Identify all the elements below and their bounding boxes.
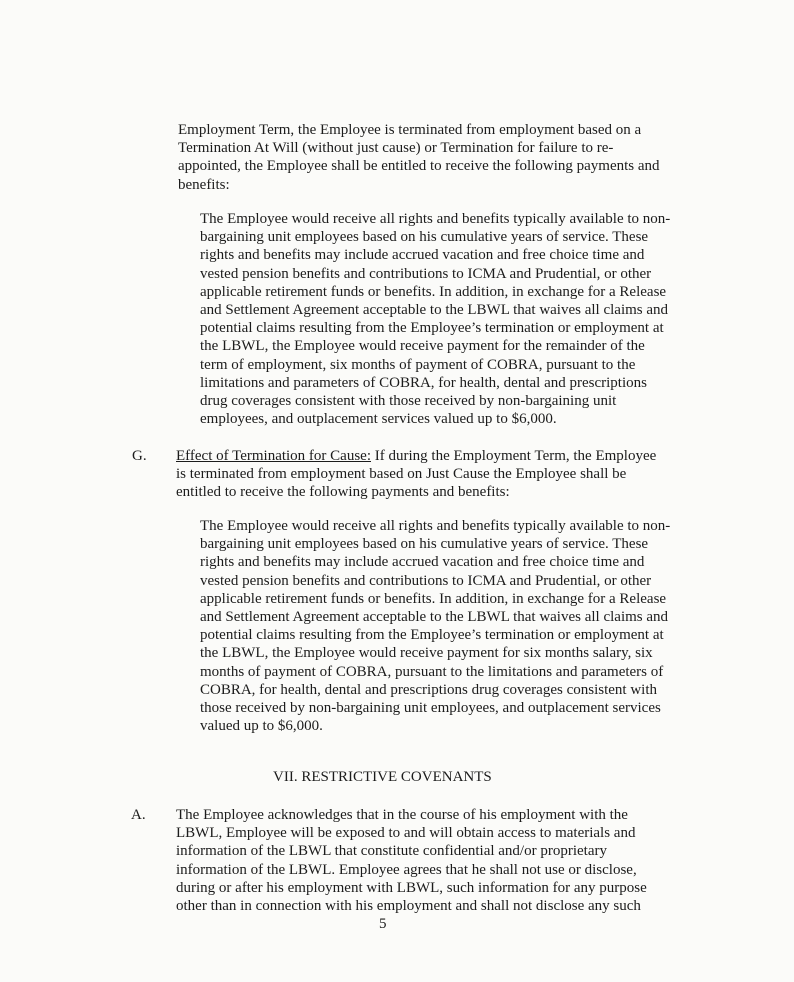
paragraph-line: and Settlement Agreement acceptable to the LBWL that waives all claims and bbox=[200, 609, 669, 626]
paragraph-line: limitations and parameters of COBRA, for health, dental and prescriptions bbox=[200, 374, 647, 391]
paragraph-line: The Employee would receive all rights and benefits typically available to non- bbox=[200, 211, 671, 227]
paragraph-line: other than in connection with his employment and shall not disclose any such bbox=[176, 898, 641, 915]
paragraph-line: months of payment of COBRA, pursuant to the limitations and parameters of bbox=[200, 663, 664, 680]
paragraph-line: is terminated from employment based on Just Cause the Employee shall be bbox=[176, 466, 627, 483]
paragraph-line: entitled to receive the following payments and benefits: bbox=[176, 484, 510, 501]
paragraph-line: applicable retirement funds or benefits. In addition, in exchange for a Release bbox=[200, 283, 667, 300]
section-a-label: A. bbox=[131, 807, 146, 823]
paragraph-line: employees, and outplacement services valued up to $6,000. bbox=[200, 411, 557, 428]
paragraph-line: vested pension benefits and contributions to ICMA and Prudential, or other bbox=[200, 265, 652, 282]
section-g-title: Effect of Termination for Cause: bbox=[176, 448, 371, 464]
paragraph-line: the LBWL, the Employee would receive payment for six months salary, six bbox=[200, 645, 653, 662]
paragraph-line: potential claims resulting from the Employee’s termination or employment at bbox=[200, 627, 664, 644]
paragraph-line: information of the LBWL. Employee agrees that he shall not use or disclose, bbox=[176, 861, 637, 878]
page-number: 5 bbox=[379, 916, 387, 932]
paragraph-line: rights and benefits may include accrued vacation and free choice time and bbox=[200, 247, 645, 264]
intro-paragraph bbox=[178, 121, 660, 194]
section-g-paragraph bbox=[176, 447, 656, 502]
paragraph-line: valued up to $6,000. bbox=[200, 718, 323, 735]
paragraph-line: Termination At Will (without just cause) or Termination for failure to re- bbox=[178, 140, 614, 157]
section-heading: VII. RESTRICTIVE COVENANTS bbox=[273, 769, 492, 785]
paragraph-line: those received by non-bargaining unit employees, and outplacement services bbox=[200, 700, 661, 717]
section-g-label: G. bbox=[132, 448, 147, 464]
paragraph-line: the LBWL, the Employee would receive payment for the remainder of the bbox=[200, 338, 645, 355]
paragraph-line: and Settlement Agreement acceptable to the LBWL that waives all claims and bbox=[200, 302, 669, 319]
section-a-paragraph bbox=[176, 806, 647, 915]
paragraph-line: The Employee acknowledges that in the course of his employment with the bbox=[176, 807, 628, 823]
paragraph-line: vested pension benefits and contributions to ICMA and Prudential, or other bbox=[200, 572, 652, 589]
benefits-for-cause-paragraph bbox=[200, 517, 670, 735]
benefits-at-will-paragraph bbox=[200, 210, 670, 428]
paragraph-line: potential claims resulting from the Employee’s termination or employment at bbox=[200, 320, 664, 337]
paragraph-line: applicable retirement funds or benefits. In addition, in exchange for a Release bbox=[200, 590, 667, 607]
paragraph-line: drug coverages consistent with those received by non-bargaining unit bbox=[200, 393, 617, 410]
paragraph-line: term of employment, six months of payment of COBRA, pursuant to the bbox=[200, 356, 636, 373]
paragraph-line: COBRA, for health, dental and prescriptions drug coverages consistent with bbox=[200, 681, 657, 698]
paragraph-line: bargaining unit employees based on his cumulative years of service. These bbox=[200, 229, 649, 246]
section-g-first-line-rest: If during the Employment Term, the Employee bbox=[371, 448, 657, 464]
paragraph-line: Employment Term, the Employee is terminated from employment based on a bbox=[178, 122, 642, 138]
paragraph-line: benefits: bbox=[178, 176, 230, 193]
paragraph-line: information of the LBWL that constitute confidential and/or proprietary bbox=[176, 843, 607, 860]
paragraph-line: during or after his employment with LBWL, such information for any purpose bbox=[176, 879, 647, 896]
paragraph-line: rights and benefits may include accrued vacation and free choice time and bbox=[200, 554, 645, 571]
paragraph-line: The Employee would receive all rights and benefits typically available to non- bbox=[200, 518, 671, 534]
paragraph-line: LBWL, Employee will be exposed to and will obtain access to materials and bbox=[176, 825, 636, 842]
section-g-first-line bbox=[176, 447, 656, 465]
paragraph-line: bargaining unit employees based on his cumulative years of service. These bbox=[200, 536, 649, 553]
paragraph-line: appointed, the Employee shall be entitled to receive the following payments and bbox=[178, 158, 660, 175]
